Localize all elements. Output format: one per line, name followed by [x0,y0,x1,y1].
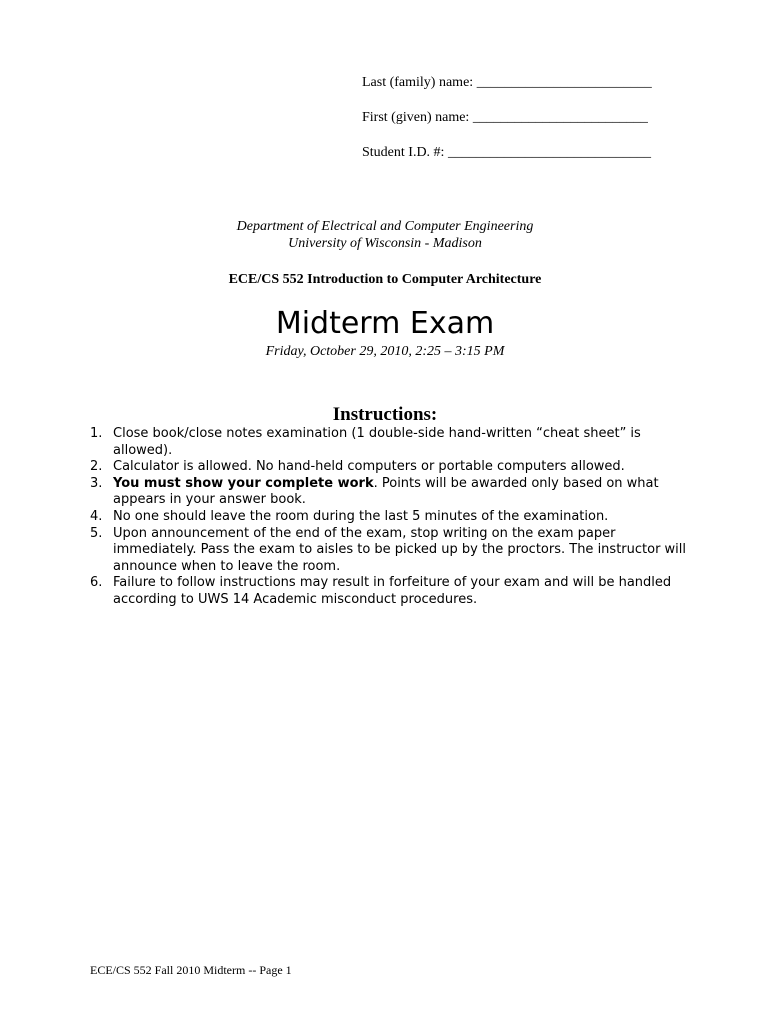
instruction-number: 2. [90,459,103,475]
first-name-label: First (given) name: [362,110,470,125]
first-name-field [362,109,652,127]
instructions-heading: Instructions: [332,404,438,425]
instruction-text: No one should leave the room during the last 5 minutes of the examination. [113,508,609,524]
department-name: Department of Electrical and Computer Engineering [236,219,534,234]
student-info-fields [362,74,652,179]
instruction-item [90,459,690,476]
instruction-text: Failure to follow instructions may result in forfeiture of your exam and will be handled according to UWS 14 Academic misconduct procedures. [113,575,672,607]
instruction-item [90,526,690,576]
exam-date: Friday, October 29, 2010, 2:25 – 3:15 PM [265,344,505,359]
instruction-item [90,426,690,459]
instruction-number: 5. [90,525,103,541]
instruction-item [90,575,690,608]
instruction-bold-text: You must show your complete work [113,475,374,491]
university-name: University of Wisconsin - Madison [288,236,482,251]
instruction-text: Calculator is allowed. No hand-held computers or portable computers allowed. [113,459,625,475]
instruction-number: 6. [90,575,103,591]
page-footer: ECE/CS 552 Fall 2010 Midterm -- Page 1 [90,963,292,977]
last-name-field [362,74,652,92]
instruction-number: 4. [90,508,103,524]
instruction-number: 3. [90,475,103,491]
course-title: ECE/CS 552 Introduction to Computer Architecture [228,272,542,287]
last-name-blank: _________________________ [473,75,652,90]
instruction-text: Close book/close notes examination (1 double-side hand-written “cheat sheet” is allowed). [113,426,641,458]
exam-title: Midterm Exam [275,306,495,341]
instruction-text: Upon announcement of the end of the exam, stop writing on the exam paper immediately. Pass the exam to aisles to be picked up by the proctors. The instructor will announce when to leave the room. [113,525,687,574]
instruction-text: . Points will be awarded only based on what appears in your answer book. [113,475,659,508]
instruction-number: 1. [90,426,103,441]
first-name-blank: _________________________ [469,110,648,125]
department-block [0,218,770,252]
instructions-list [90,426,690,609]
instruction-item [90,476,690,509]
instruction-item [90,509,690,526]
student-id-blank: _____________________________ [444,145,651,160]
student-id-label: Student I.D. #: [362,145,445,160]
student-id-field [362,144,652,162]
last-name-label: Last (family) name: [362,75,474,90]
